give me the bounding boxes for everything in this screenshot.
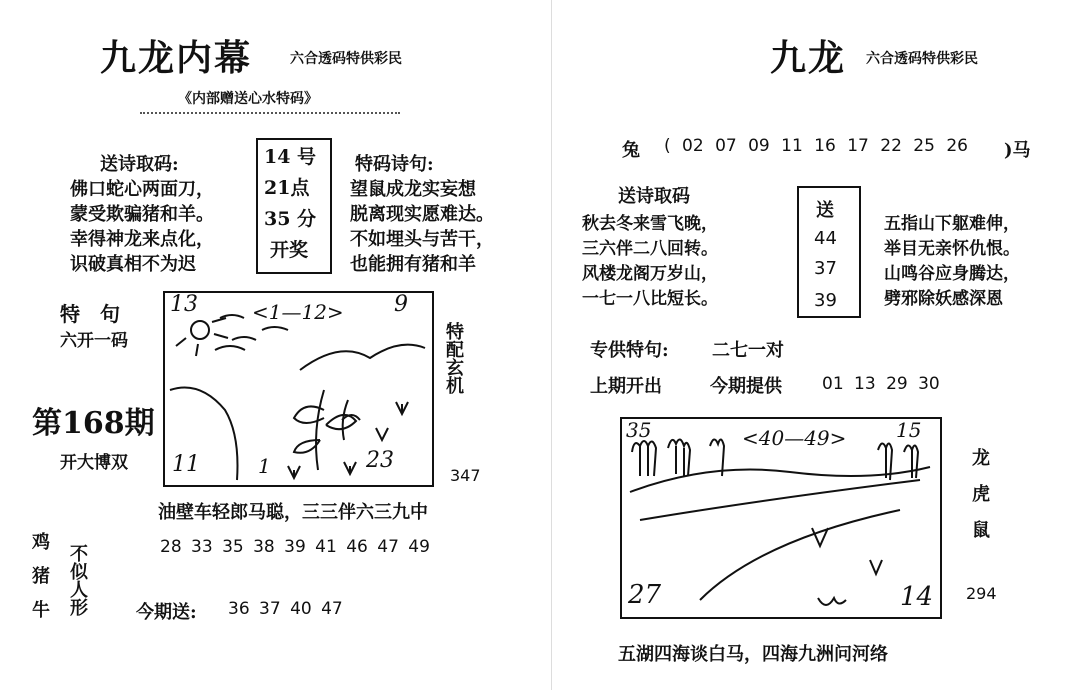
right-poem-line: 秋去冬来雪飞晚， — [582, 214, 718, 234]
send-box-number: 39 — [814, 290, 837, 311]
left-poem-line: 幸得神龙来点化， — [70, 229, 214, 250]
right-title: 九龙 — [770, 37, 847, 79]
special-poem-line: 脱离现实愿难达。 — [350, 204, 494, 225]
sketch-top-right-number: 9 — [394, 292, 408, 317]
sketch-bottom-left-number: 11 — [172, 452, 200, 477]
zodiac-side: 鸡猪牛 — [29, 532, 50, 634]
right-sketch-top-left-number: 35 — [626, 418, 652, 442]
send-box-number: 44 — [814, 228, 837, 249]
draw-time-line: 开奖 — [270, 239, 309, 261]
right-poem-line: 三六伴二八回转。 — [582, 239, 718, 259]
pair-label: 特配玄机 — [443, 322, 464, 394]
send-box-number: 37 — [814, 258, 837, 279]
special-label: 专供特句: — [590, 340, 669, 361]
left-poem-line: 佛口蛇心两面刀， — [70, 179, 214, 200]
special-poem-line: 不如埋头与苦干， — [350, 229, 494, 250]
tree-icon — [668, 439, 690, 476]
right-pair-number: 294 — [966, 584, 997, 603]
tree-icon — [904, 445, 918, 478]
right-poem2-line: 五指山下躯难伸， — [884, 214, 1020, 234]
draw-time-line: 21点 — [264, 177, 310, 199]
left-banner: 《内部赠送心水特码》 — [178, 91, 318, 107]
special-poem-line: 望鼠成龙实妄想 — [350, 179, 476, 200]
right-poem-label: 送诗取码 — [618, 186, 690, 207]
left-pair-number: 347 — [450, 466, 481, 485]
left-subtitle: 六合透码特供彩民 — [290, 51, 402, 67]
today-send-numbers: 36 37 40 47 — [228, 599, 343, 619]
right-sketch-bottom-left-number: 27 — [628, 580, 662, 610]
left-title: 九龙内幕 — [100, 37, 253, 79]
not-like-human: 不似人形 — [67, 544, 88, 616]
right-zodiac: 龙虎鼠 — [969, 448, 990, 556]
right-poem2-line: 劈邪除妖感深恩 — [884, 289, 1003, 309]
last-label: 上期开出 — [590, 376, 662, 397]
today-label: 今期提供 — [710, 376, 782, 397]
range-numbers: ( 02 07 09 11 16 17 22 25 26 — [664, 136, 968, 156]
special-poem-line: 也能拥有猪和羊 — [350, 254, 476, 275]
right-poem-line: 一七一八比短长。 — [582, 289, 718, 309]
draw-time-line: 35 分 — [264, 208, 317, 230]
left-poem-line: 识破真相不为迟 — [70, 254, 196, 275]
special-sentence-label: 特 句 — [60, 302, 120, 326]
left-poem-line: 蒙受欺骗猪和羊。 — [70, 204, 214, 225]
issue-number: 第168期 — [32, 406, 155, 441]
left-poem-label: 送诗取码: — [100, 154, 179, 175]
special-sentence-value: 六开一码 — [60, 331, 128, 351]
riddle-line: 油壁车轻郎马聪，三三伴六三九中 — [158, 502, 428, 523]
special-poem-label: 特码诗句: — [355, 154, 434, 175]
right-subtitle: 六合透码特供彩民 — [866, 51, 978, 67]
sketch-bottom-right-number: 23 — [366, 448, 394, 473]
grass-icon — [870, 560, 882, 574]
tree-icon — [632, 441, 656, 476]
right-footer: 五湖四海谈白马，四海九洲问河络 — [618, 644, 888, 665]
special-value: 二七一对 — [712, 340, 784, 361]
right-sketch-range: <40—49> — [742, 426, 847, 450]
sketch-range: <1—12> — [252, 300, 344, 324]
right-poem-line: 风楼龙阁万岁山， — [582, 264, 718, 284]
range-end: )马 — [1004, 140, 1031, 161]
range-start: 兔 — [622, 140, 640, 161]
numbers-line: 28 33 35 38 39 41 46 47 49 — [160, 537, 430, 557]
grass-icon — [818, 598, 846, 605]
right-poem2-line: 山鸣谷应身腾达， — [884, 264, 1020, 284]
open-hint: 开大博双 — [60, 453, 128, 473]
sketch-bottom-number: 1 — [258, 454, 271, 478]
right-poem2-line: 举目无亲怀仇恨。 — [884, 239, 1020, 259]
right-sketch-top-right-number: 15 — [896, 418, 922, 442]
today-send-label: 今期送: — [136, 602, 197, 623]
hill-icon — [700, 510, 900, 600]
right-sketch-bottom-right-number: 14 — [900, 582, 934, 612]
sketch-top-left-number: 13 — [170, 292, 198, 317]
draw-time-line: 14 号 — [264, 146, 317, 168]
today-numbers: 01 13 29 30 — [822, 374, 940, 394]
send-box-label: 送 — [816, 200, 834, 221]
